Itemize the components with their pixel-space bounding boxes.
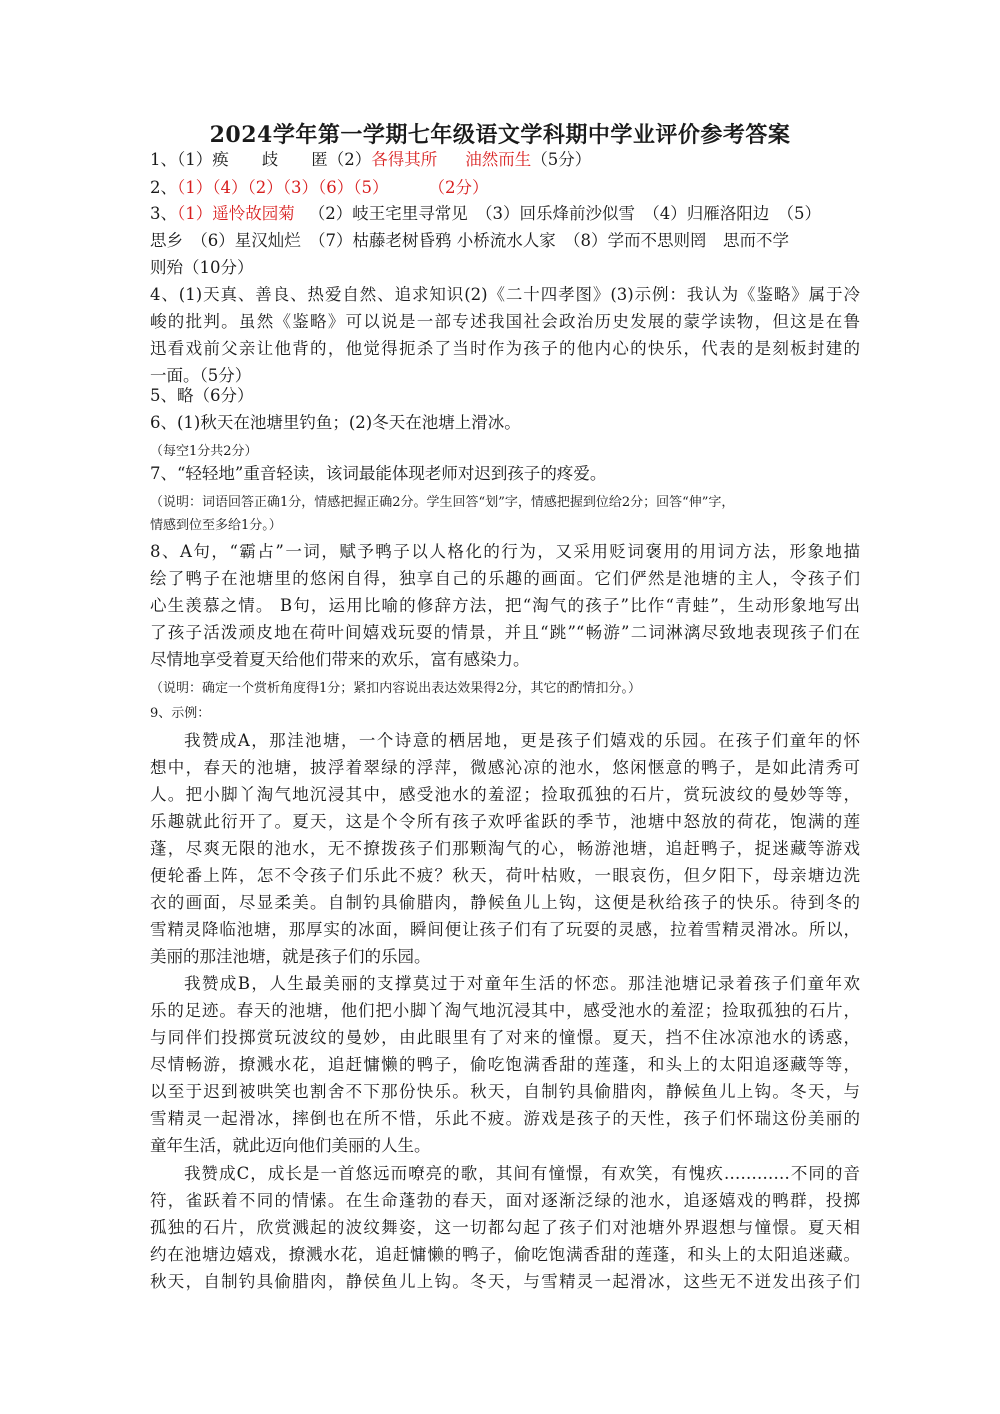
q4-line-3: 迅看戏前父亲让他背的，他觉得扼杀了当时作为孩子的他内心的快乐，代表的是刻板封建的 bbox=[150, 339, 860, 358]
q1-score: （5分） bbox=[531, 150, 592, 169]
q1-line bbox=[150, 148, 860, 172]
q8-note: （说明：确定一个赏析角度得1分；紧扣内容说出表达效果得2分，其它的酌情扣分。） bbox=[150, 681, 642, 696]
q9-p2-line: 尽情畅游，撩溅水花，追赶慵懒的鸭子，偷吃饱满香甜的莲蓬，和头上的太阳追逐藏等等， bbox=[150, 1055, 860, 1074]
q1-prefix: 1、（1）痪 歧 匿（2） bbox=[150, 150, 372, 169]
q9-p1-line: 美丽的那洼池塘，就是孩子们的乐园。 bbox=[150, 947, 431, 966]
q9-p1-line: 我赞成A，那洼池塘，一个诗意的栖居地，更是孩子们嬉戏的乐园。在孩子们童年的怀 bbox=[184, 731, 860, 750]
q9-label: 9、示例： bbox=[150, 706, 211, 721]
q9-p3-line: 秋天，自制钓具偷腊肉，静侯鱼儿上钩。冬天，与雪精灵一起滑冰，这些无不迸发出孩子们 bbox=[150, 1272, 860, 1291]
q2-score: （2分） bbox=[428, 178, 489, 197]
q9-p1-line: 蓬，尽爽无限的池水，无不撩拨孩子们那颗淘气的心，畅游池塘，追赶鸭子，捉迷藏等游戏 bbox=[150, 839, 860, 858]
q9-p2-line: 以至于迟到被哄笑也割舍不下那份快乐。秋天，自制钓具偷腊肉，静候鱼儿上钩。冬天，与 bbox=[150, 1082, 860, 1101]
q9-p3-line: 我赞成C，成长是一首悠远而嘹亮的歌，其间有憧憬，有欢笑，有愧疚…………不同的音 bbox=[184, 1164, 860, 1183]
q8-line-4: 了孩子活泼顽皮地在荷叶间嬉戏玩耍的情景，并且“跳”“畅游”二词淋漓尽致地表现孩子们在 bbox=[150, 623, 860, 642]
q5-line: 5、略（6分） bbox=[150, 386, 254, 405]
q1-answer-a: 各得其所 bbox=[371, 150, 438, 169]
q9-p3-line: 约在池塘边嬉戏，撩溅水花，追赶慵懒的鸭子，偷吃饱满香甜的莲蓬，和头上的太阳追迷藏。 bbox=[150, 1245, 860, 1264]
q8-line-5: 尽情地享受着夏天给他们带来的欢乐，富有感染力。 bbox=[150, 650, 530, 669]
q6-line: 6、(1)秋天在池塘里钓鱼；(2)冬天在池塘上滑冰。 bbox=[150, 413, 521, 432]
q4-line-4: 一面。（5分） bbox=[150, 366, 252, 385]
q3-line-2: 思乡 （6）星汉灿烂 （7）枯藤老树昏鸦 小桥流水人家 （8）学而不思则罔 思而不学 bbox=[150, 231, 789, 250]
q2-answer: （1）（4）（2）（3）（6）（5） bbox=[177, 178, 389, 197]
q9-p1-line: 雪精灵降临池塘，那厚实的冰面，瞬间便让孩子们有了玩耍的灵感，拉着雪精灵滑冰。所以， bbox=[150, 920, 860, 939]
q9-p1-line: 衣的画面，尽显柔美。自制钓具偷腊肉，静候鱼儿上钩，这便是秋给孩子的快乐。待到冬的 bbox=[150, 893, 860, 912]
q9-p2-line: 童年生活，就此迈向他们美丽的人生。 bbox=[150, 1136, 431, 1155]
q3-prefix: 3、 bbox=[150, 204, 177, 223]
q3-line1-rest: （2）岐王宅里寻常见 （3）回乐烽前沙似雪 （4）归雁洛阳边 （5） bbox=[308, 204, 821, 223]
page-title: 2024学年第一学期七年级语文学科期中学业评价参考答案 bbox=[209, 122, 791, 148]
q7-line: 7、“轻轻地”重音轻读，该词最能体现老师对迟到孩子的疼爱。 bbox=[150, 464, 607, 483]
q8-line-1: 8、A句，“霸占”一词，赋予鸭子以人格化的行为，又采用贬词褒用的用词方法，形象地描 bbox=[150, 542, 860, 561]
q9-p2-line: 与同伴们投掷赏玩波纹的曼妙，由此眼里有了对来的憧憬。夏天，挡不住冰凉池水的诱惑， bbox=[150, 1028, 860, 1047]
q7-note-2: 情感到位至多给1分。） bbox=[150, 518, 282, 533]
q9-p1-line: 便轮番上阵，怎不令孩子们乐此不疲？秋天，荷叶枯败，一眼哀伤，但夕阳下，母亲塘边洗 bbox=[150, 866, 860, 885]
q9-p1-line: 想中，春天的池塘，披浮着翠绿的浮萍，微感沁凉的池水，悠闲惬意的鸭子，是如此清秀可 bbox=[150, 758, 860, 777]
q6-note: （每空1分共2分） bbox=[150, 444, 258, 459]
q2-line bbox=[150, 176, 860, 200]
q3-line-3: 则殆（10分） bbox=[150, 258, 254, 277]
q9-p3-line: 孤独的石片，欣赏溅起的波纹舞姿，这一切都勾起了孩子们对池塘外界遐想与憧憬。夏天相 bbox=[150, 1218, 860, 1237]
q9-p2-line: 我赞成B，人生最美丽的支撑莫过于对童年生活的怀恋。那洼池塘记录着孩子们童年欢 bbox=[184, 974, 860, 993]
q9-p1-line: 人。把小脚丫淘气地沉浸其中，感受池水的羞涩；捡取孤独的石片，赏玩波纹的曼妙等等， bbox=[150, 785, 860, 804]
q3-line-1 bbox=[150, 202, 860, 226]
q7-note-1: （说明：词语回答正确1分，情感把握正确2分。学生回答“划”字，情感把握到位给2分；回答“伸”字， bbox=[150, 495, 735, 510]
q1-answer-b: 油然而生 bbox=[465, 150, 532, 169]
q9-p2-line: 雪精灵一起滑冰，摔倒也在所不惜，乐此不疲。游戏是孩子的天性，孩子们怀瑞这份美丽的 bbox=[150, 1109, 860, 1128]
q8-line-2: 绘了鸭子在池塘里的悠闲自得，独享自己的乐趣的画面。它们俨然是池塘的主人，令孩子们 bbox=[150, 569, 860, 588]
q8-line-3: 心生羡慕之情。 B句，运用比喻的修辞方法，把“淘气的孩子”比作“青蛙”，生动形象地写出 bbox=[150, 596, 860, 615]
q3-answer-1: （1）遥怜故园菊 bbox=[177, 204, 295, 223]
q9-p1-line: 乐趣就此衍开了。夏天，这是个令所有孩子欢呼雀跃的季节，池塘中怒放的荷花，饱满的莲 bbox=[150, 812, 860, 831]
q9-p2-line: 乐的足迹。春天的池塘，他们把小脚丫淘气地沉浸其中，感受池水的羞涩；捡取孤独的石片， bbox=[150, 1001, 860, 1020]
q9-p3-line: 符，雀跃着不同的情愫。在生命蓬勃的春天，面对逐渐泛绿的池水，追逐嬉戏的鸭群，投掷 bbox=[150, 1191, 860, 1210]
q4-line-2: 峻的批判。虽然《鉴略》可以说是一部专述我国社会政治历史发展的蒙学读物，但这是在鲁 bbox=[150, 312, 860, 331]
q2-prefix: 2、 bbox=[150, 178, 177, 197]
q4-line-1: 4、(1)天真、善良、热爱自然、追求知识(2)《二十四孝图》(3)示例：我认为《鉴略》属于冷 bbox=[150, 285, 860, 304]
